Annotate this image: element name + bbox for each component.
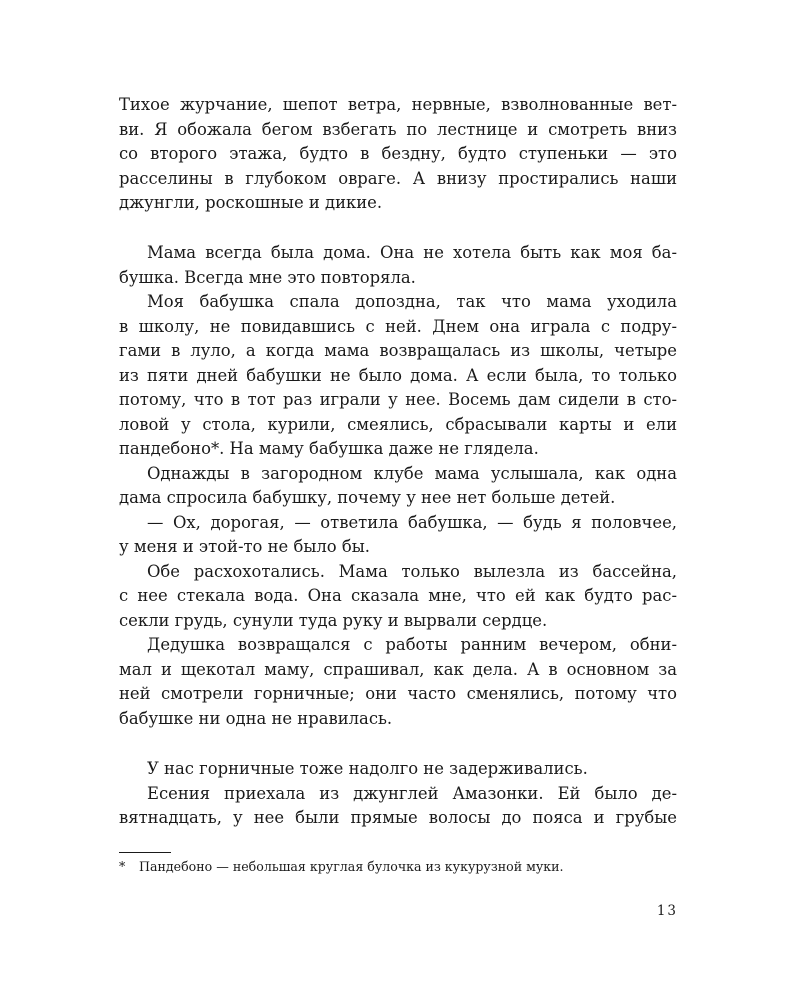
text-section-1	[119, 93, 677, 216]
text-line: с нее стекала вода. Она сказала мне, что ей как будто рас-	[119, 586, 677, 605]
text-line: джунгли, роскошные и дикие.	[119, 193, 383, 212]
text-line: мал и щекотал маму, спрашивал, как дела. А в основном за	[119, 659, 677, 679]
footnote-text: Пандебоно — небольшая круглая булочка из кукурузной муки.	[139, 859, 564, 874]
text-line: из пяти дней бабушки не было дома. А если была, то только	[119, 365, 677, 385]
text-line: — Ох, дорогая, — ответила бабушка, — будь я половчее,	[147, 512, 677, 532]
text-line: Моя бабушка спала допоздна, так что мама уходила	[147, 292, 677, 311]
text-line: у меня и этой-то не было бы.	[119, 537, 370, 556]
text-line: потому, что в тот раз играли у нее. Восемь дам сидели в сто-	[119, 390, 677, 409]
text-line: со второго этажа, будто в бездну, будто ступеньки — это	[119, 144, 677, 163]
text-line: пандебоно*. На маму бабушка даже не глядела.	[119, 439, 539, 458]
page-number: 13	[656, 903, 678, 919]
text-line: секли грудь, сунули туда руку и вырвали сердце.	[119, 610, 548, 630]
text-line: гами в луло, а когда мама возвращалась из школы, четыре	[119, 341, 677, 360]
text-line: бабушке ни одна не нравилась.	[119, 708, 393, 728]
text-line: бушка. Всегда мне это повторяла.	[119, 267, 416, 287]
text-line: в школу, не повидавшись с ней. Днем она играла с подру-	[119, 316, 677, 336]
text-line: вятнадцать, у нее были прямые волосы до пояса и грубые	[119, 808, 677, 827]
text-line: Однажды в загородном клубе мама услышала, как одна	[147, 463, 677, 483]
footnote	[119, 858, 679, 876]
text-section-2	[119, 241, 677, 731]
text-line: ней смотрели горничные; они часто сменялись, потому что	[119, 684, 677, 703]
text-line: У нас горничные тоже надолго не задерживались.	[147, 759, 588, 778]
text-line: дама спросила бабушку, почему у нее нет больше детей.	[119, 488, 616, 507]
text-line: Тихое журчание, шепот ветра, нервные, взволнованные вет-	[119, 95, 677, 114]
text-line: Обе расхохотались. Мама только вылезла из бассейна,	[147, 561, 677, 581]
text-line: Есения приехала из джунглей Амазонки. Ей было де-	[147, 783, 677, 803]
footnote-divider	[119, 852, 171, 853]
text-line: ви. Я обожала бегом взбегать по лестнице и смотреть вниз	[119, 119, 677, 139]
text-section-3	[119, 757, 677, 831]
text-line: расселины в глубоком овраге. А внизу простирались наши	[119, 168, 677, 188]
text-line: Мама всегда была дома. Она не хотела быть как моя ба-	[147, 243, 677, 262]
text-line: Дедушка возвращался с работы ранним вечером, обни-	[147, 635, 677, 654]
text-line: ловой у стола, курили, смеялись, сбрасывали карты и ели	[119, 414, 677, 434]
footnote-mark: *	[119, 859, 126, 874]
